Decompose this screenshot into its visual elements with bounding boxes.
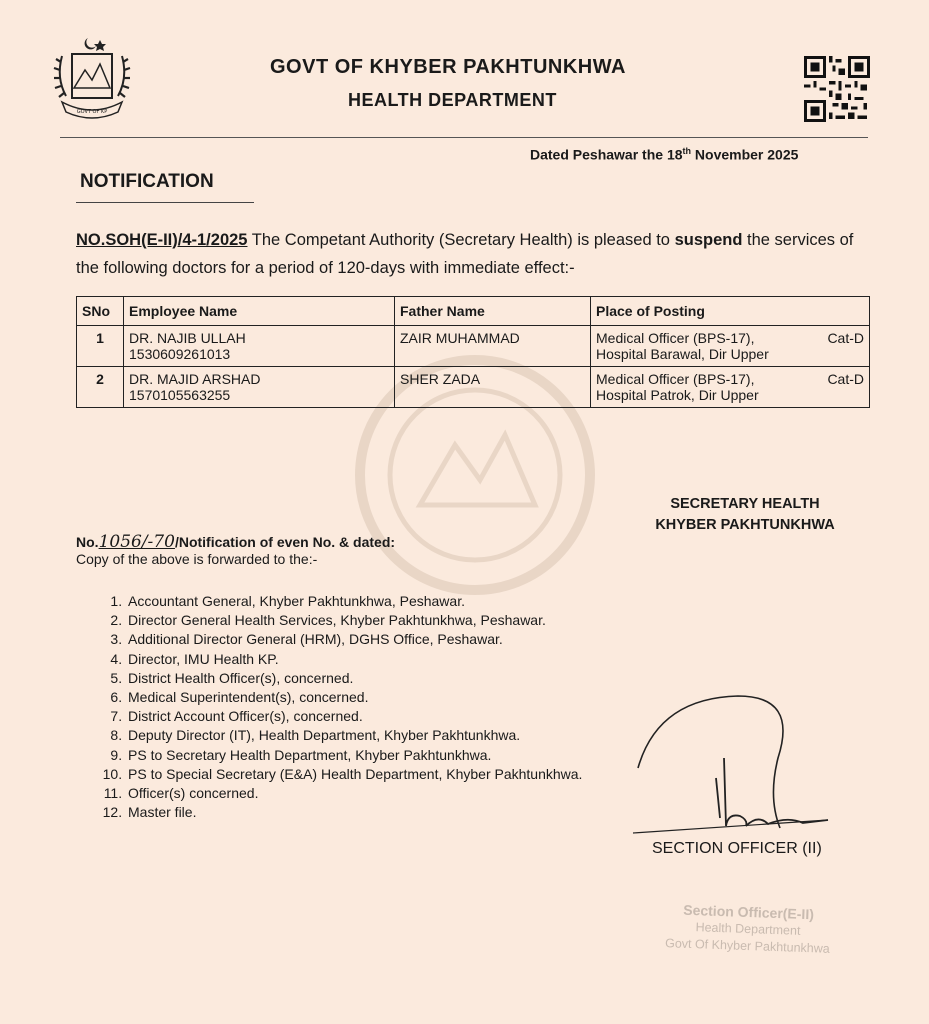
govt-title: GOVT OF KHYBER PAKHTUNKHWA — [270, 56, 626, 78]
list-item: 10. PS to Special Secretary (E&A) Health Department, Khyber Pakhtunkhwa. — [126, 765, 582, 784]
heading-underline — [76, 202, 254, 203]
secretary-signatory: SECRETARY HEALTH KHYBER PAKHTUNKHWA — [655, 496, 835, 533]
doctors-table — [76, 296, 870, 408]
father-name: ZAIR MUHAMMAD — [395, 326, 591, 367]
employee-cnic: 1530609261013 — [129, 346, 231, 362]
list-item: 2. Director General Health Services, Khyber Pakhtunkhwa, Peshawar. — [126, 611, 582, 630]
qr-code-icon[interactable] — [804, 54, 870, 124]
father-name: SHER ZADA — [395, 367, 591, 408]
handwritten-number: 1056/-70 — [98, 532, 175, 552]
list-item: 4. Director, IMU Health KP. — [126, 650, 582, 669]
list-item: 8. Deputy Director (IT), Health Department, Khyber Pakhtunkhwa. — [126, 726, 582, 745]
endorsement-number: No.1056/-70/Notification of even No. & dated: — [76, 532, 396, 552]
notification-heading: NOTIFICATION — [80, 171, 214, 192]
table-row: 1 DR. NAJIB ULLAH 1530609261013 ZAIR MUHAMMAD Medical Officer (BPS-17), Cat-D Hospital Barawal, Dir Upper — [77, 326, 870, 367]
list-item: 1. Accountant General, Khyber Pakhtunkhwa, Peshawar. — [126, 592, 582, 611]
list-item: 7. District Account Officer(s), concerned. — [126, 707, 582, 726]
notification-body: NO.SOH(E-II)/4-1/2025 The Competant Authority (Secretary Health) is pleased to suspend the services of the following doctors for a period of 120-days with immediate effect:- — [76, 231, 854, 277]
reference-number: NO.SOH(E-II)/4-1/2025 — [76, 231, 248, 249]
signature-icon — [628, 688, 868, 838]
date-line: Dated Peshawar the 18th November 2025 — [530, 146, 799, 163]
faded-stamp: Section Officer(E-II) Health Department Govt Of Khyber Pakhtunkhwa — [664, 901, 830, 956]
list-item: 3. Additional Director General (HRM), DGHS Office, Peshawar. — [126, 630, 582, 649]
kp-emblem-icon — [52, 34, 132, 120]
svg-text:GOVT OF KP: GOVT OF KP — [76, 109, 108, 115]
list-item: 12. Master file. — [126, 803, 582, 822]
suspend-word: suspend — [674, 231, 743, 249]
copy-forward-line: Copy of the above is forwarded to the:- — [76, 551, 318, 567]
table-row: 2 DR. MAJID ARSHAD 1570105563255 SHER ZADA Medical Officer (BPS-17), Cat-D Hospital Patrok, Dir Upper — [77, 367, 870, 408]
section-officer-title: SECTION OFFICER (II) — [652, 840, 822, 857]
header-divider — [60, 137, 868, 138]
list-item: 5. District Health Officer(s), concerned. — [126, 669, 582, 688]
employee-name: DR. MAJID ARSHAD — [129, 371, 261, 387]
employee-cnic: 1570105563255 — [129, 387, 231, 403]
list-item: 9. PS to Secretary Health Department, Khyber Pakhtunkhwa. — [126, 746, 582, 765]
recipient-list — [104, 592, 582, 822]
table-header-row: SNo Employee Name Father Name Place of Posting — [77, 297, 870, 326]
list-item: 11. Officer(s) concerned. — [126, 784, 582, 803]
department-title: HEALTH DEPARTMENT — [348, 90, 557, 110]
list-item: 6. Medical Superintendent(s), concerned. — [126, 688, 582, 707]
employee-name: DR. NAJIB ULLAH — [129, 330, 246, 346]
